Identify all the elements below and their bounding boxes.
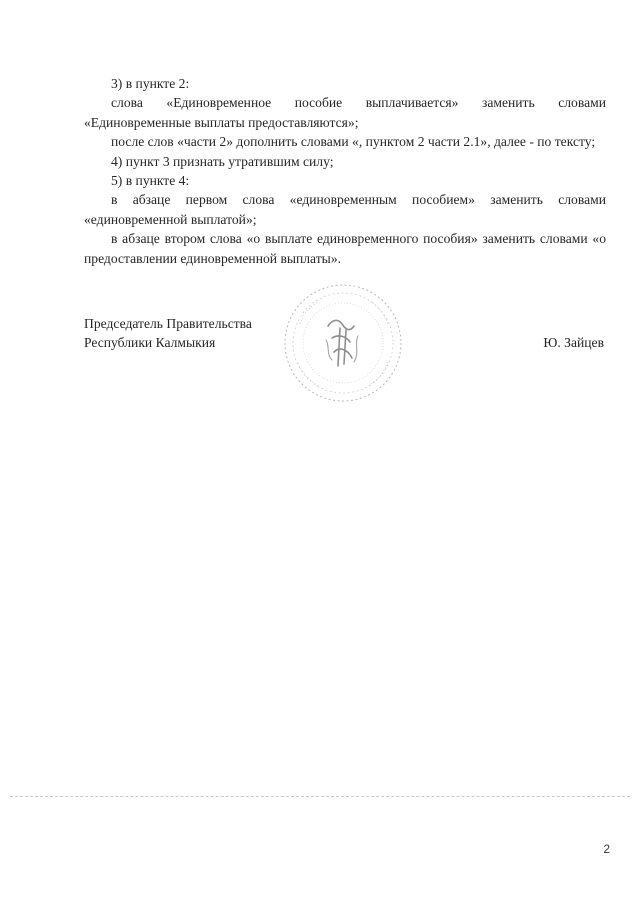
document-body [84, 74, 606, 268]
footer-divider [10, 796, 630, 797]
paragraph-7: в абзаце втором слова «о выплате единовременного пособия» заменить словами «о предоставлении единовременной выплаты». [84, 231, 606, 266]
signature-block [84, 314, 606, 394]
paragraph-6: в абзаце первом слова «единовременным пособием» заменить словами «единовременной выплатой»; [84, 192, 606, 227]
signatory-name: Ю. Зайцев [543, 335, 604, 350]
signatory-title-line-2: Республики Калмыкия [84, 335, 216, 350]
paragraph-2: слова «Единовременное пособие выплачивается» заменить словами «Единовременные выплаты предоставляются»; [84, 95, 606, 130]
paragraph-3: после слов «части 2» дополнить словами «, пунктом 2 части 2.1», далее - по тексту; [111, 134, 596, 150]
paragraph-5: 5) в пункте 4: [111, 173, 190, 189]
signatory-title [84, 314, 252, 352]
paragraph-4: 4) пункт 3 признать утратившим силу; [111, 153, 334, 169]
paragraph-1: 3) в пункте 2: [111, 76, 190, 91]
official-seal-icon [280, 280, 406, 406]
signatory-title-line-1: Председатель Правительства [84, 316, 252, 331]
page-number: 2 [603, 842, 610, 856]
